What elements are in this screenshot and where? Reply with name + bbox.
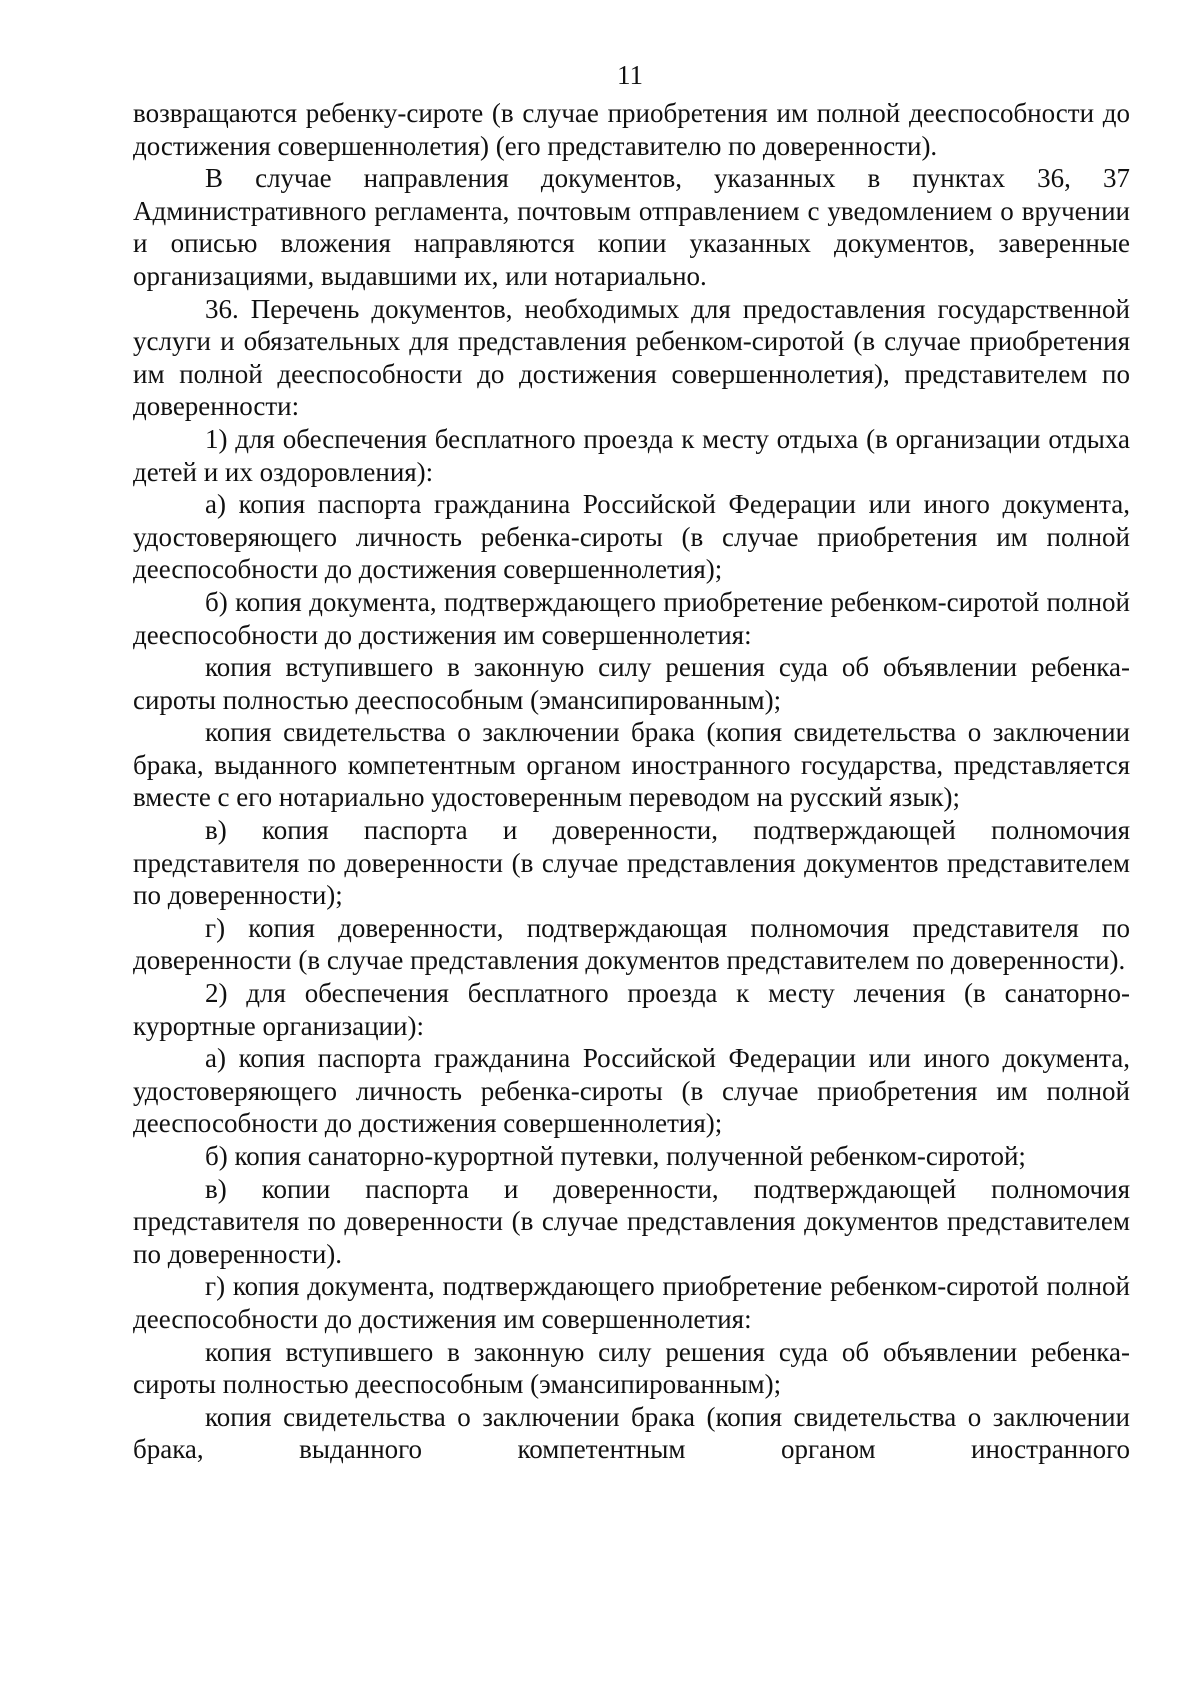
page-number: 11 — [617, 60, 643, 90]
paragraph-subitem-1: 1) для обеспечения бесплатного проезда к месту отдыха (в организации отдыха детей и их оздоровления): — [133, 423, 1130, 487]
document-body — [133, 97, 1130, 1466]
paragraph-1-v: в) копия паспорта и доверенности, подтверждающей полномочия представителя по доверенности (в случае представления документов представителем по доверенности); — [133, 815, 1130, 911]
paragraph-item-36: 36. Перечень документов, необходимых для предоставления государственной услуги и обязательных для представления ребенком-сиротой (в случае приобретения им полной дееспособности до достижения совершеннолетия), представителем по доверенности: — [133, 293, 1130, 422]
paragraph-1-a: а) копия паспорта гражданина Российской Федерации или иного документа, удостоверяющего личность ребенка-сироты (в случае приобретения им полной дееспособности до достижения совершеннолетия); — [133, 489, 1130, 585]
paragraph-1-b-marriage-certificate: копия свидетельства о заключении брака (копия свидетельства о заключении брака, выданного компетентным органом иностранного государства, представляется вместе с его нотариально удостоверенным переводом на русский язык); — [133, 717, 1130, 813]
paragraph-2-a: а) копия паспорта гражданина Российской Федерации или иного документа, удостоверяющего личность ребенка-сироты (в случае приобретения им полной дееспособности до достижения совершеннолетия); — [133, 1043, 1130, 1139]
paragraph-2-g: г) копия документа, подтверждающего приобретение ребенком-сиротой полной дееспособности до достижения им совершеннолетия: — [133, 1271, 1130, 1334]
paragraph-2-b: б) копия санаторно-курортной путевки, полученной ребенком-сиротой; — [205, 1141, 1026, 1171]
paragraph-2-g-court-decision: копия вступившего в законную силу решения суда об объявлении ребенка-сироты полностью дееспособным (эмансипированным); — [133, 1336, 1130, 1400]
paragraph-2-v: в) копии паспорта и доверенности, подтверждающей полномочия представителя по доверенности (в случае представления документов представителем по доверенности). — [133, 1173, 1130, 1269]
paragraph-2-g-marriage-certificate: копия свидетельства о заключении брака (копия свидетельства о заключении брака, выданного компетентным органом иностранного — [133, 1401, 1130, 1465]
paragraph-1-b-court-decision: копия вступившего в законную силу решения суда об объявлении ребенка-сироты полностью дееспособным (эмансипированным); — [133, 652, 1130, 715]
paragraph-1-b: б) копия документа, подтверждающего приобретение ребенком-сиротой полной дееспособности до достижения им совершеннолетия: — [133, 586, 1130, 650]
paragraph-continuation: возвращаются ребенку-сироте (в случае приобретения им полной дееспособности до достижения совершеннолетия) (его представителю по доверенности). — [133, 98, 1130, 161]
paragraph-mail-submission: В случае направления документов, указанных в пунктах 36, 37 Административного регламента, почтовым отправлением с уведомлением о вручении и описью вложения направляются копии указанных документов, заверенные организациями, выдавшими их, или нотариально. — [133, 163, 1130, 291]
paragraph-subitem-2: 2) для обеспечения бесплатного проезда к месту лечения (в санаторно-курортные организации): — [133, 978, 1130, 1041]
paragraph-1-g: г) копия доверенности, подтверждающая полномочия представителя по доверенности (в случае представления документов представителем по доверенности). — [133, 912, 1130, 976]
